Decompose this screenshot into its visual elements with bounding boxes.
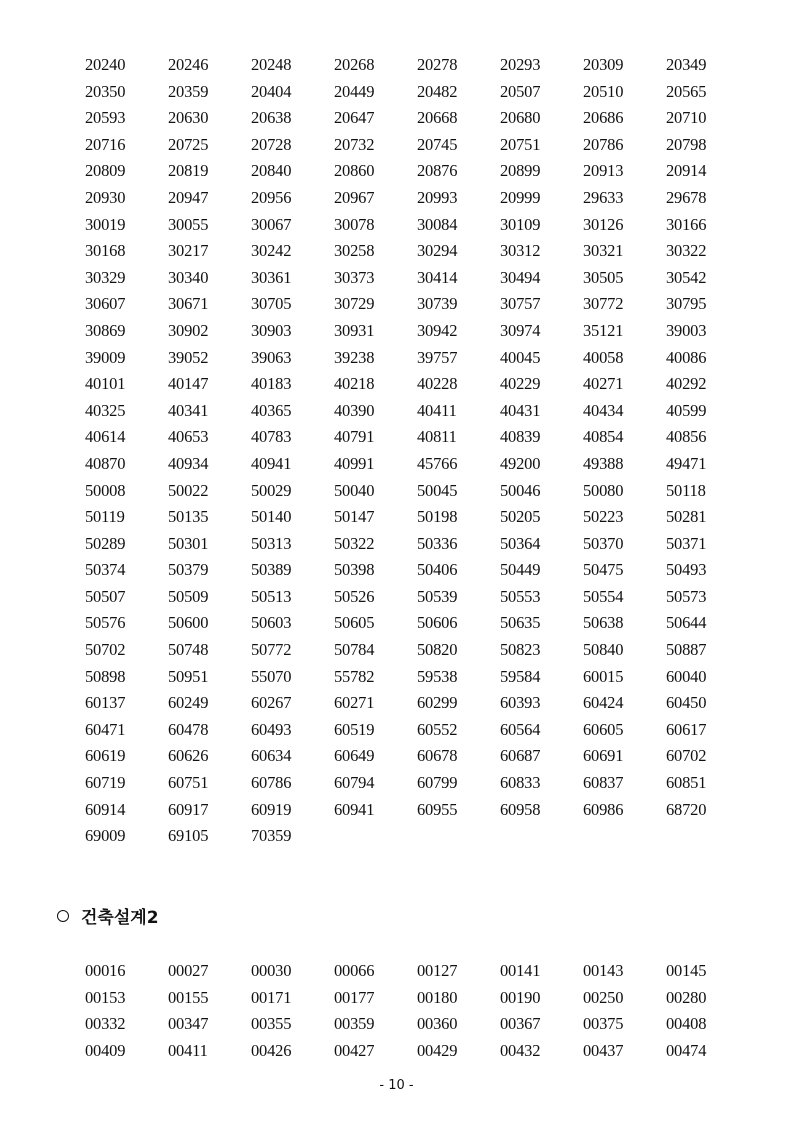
list-item: 50398 [334, 560, 375, 580]
list-item: 50539 [417, 586, 458, 606]
list-item: 50281 [666, 507, 707, 527]
list-item: 50507 [85, 586, 126, 606]
list-item: 50118 [666, 480, 706, 500]
list-item: 30974 [500, 320, 541, 340]
list-item: 50509 [168, 586, 209, 606]
list-item: 30242 [251, 241, 292, 261]
list-item: 20751 [500, 134, 541, 154]
list-item: 49200 [500, 453, 541, 473]
section-heading [57, 903, 159, 928]
list-item: 00437 [583, 1040, 624, 1060]
list-item: 45766 [417, 453, 458, 473]
list-item: 20930 [85, 187, 126, 207]
list-item: 40870 [85, 453, 126, 473]
section-title: 건축설계2 [81, 908, 159, 928]
list-item: 60958 [500, 799, 541, 819]
list-item: 39238 [334, 347, 375, 367]
list-item: 60837 [583, 773, 624, 793]
list-item: 50951 [168, 666, 209, 686]
list-item: 39757 [417, 347, 458, 367]
list-item: 40271 [583, 374, 624, 394]
list-item: 40086 [666, 347, 707, 367]
list-item: 60917 [168, 799, 209, 819]
list-item: 30168 [85, 241, 126, 261]
list-item: 20680 [500, 108, 541, 128]
list-item: 40147 [168, 374, 209, 394]
list-item: 30931 [334, 320, 375, 340]
page-number: - 10 - [379, 1078, 414, 1093]
list-item: 40390 [334, 400, 375, 420]
list-item: 00429 [417, 1040, 458, 1060]
list-item: 00409 [85, 1040, 126, 1060]
number-list-section-2 [85, 958, 749, 1064]
list-item: 20786 [583, 134, 624, 154]
list-item: 50638 [583, 613, 624, 633]
list-item: 30340 [168, 267, 209, 287]
list-item: 30903 [251, 320, 292, 340]
list-item: 60719 [85, 773, 126, 793]
list-item: 60955 [417, 799, 458, 819]
number-list-section-1 [85, 52, 749, 850]
list-item: 20956 [251, 187, 292, 207]
list-item: 50748 [168, 640, 209, 660]
list-item: 50784 [334, 640, 375, 660]
list-item: 20732 [334, 134, 375, 154]
list-item: 00426 [251, 1040, 292, 1060]
list-item: 60450 [666, 693, 707, 713]
list-item: 40811 [417, 427, 457, 447]
list-item: 30294 [417, 241, 458, 261]
list-item: 40791 [334, 427, 375, 447]
list-item: 50513 [251, 586, 292, 606]
list-item: 30258 [334, 241, 375, 261]
list-item: 40292 [666, 374, 707, 394]
list-item: 30902 [168, 320, 209, 340]
list-item: 00355 [251, 1014, 292, 1034]
list-item: 30505 [583, 267, 624, 287]
list-item: 50119 [85, 507, 125, 527]
list-item: 00474 [666, 1040, 707, 1060]
list-item: 50147 [334, 507, 375, 527]
list-item: 00427 [334, 1040, 375, 1060]
list-item: 29633 [583, 187, 624, 207]
list-item: 39063 [251, 347, 292, 367]
list-item: 60493 [251, 719, 292, 739]
list-item: 20710 [666, 108, 707, 128]
list-item: 40839 [500, 427, 541, 447]
list-item: 50045 [417, 480, 458, 500]
list-item: 40045 [500, 347, 541, 367]
list-item: 50140 [251, 507, 292, 527]
list-item: 30942 [417, 320, 458, 340]
list-item: 30312 [500, 241, 541, 261]
list-item: 20668 [417, 108, 458, 128]
list-item: 50301 [168, 533, 209, 553]
list-item: 20278 [417, 55, 458, 74]
list-item: 00411 [168, 1040, 208, 1060]
list-item: 00408 [666, 1014, 707, 1034]
list-item: 60564 [500, 719, 541, 739]
list-item: 00127 [417, 961, 458, 980]
list-item: 39052 [168, 347, 209, 367]
list-item: 20507 [500, 81, 541, 101]
list-item: 50389 [251, 560, 292, 580]
list-item: 30322 [666, 241, 707, 261]
list-item: 20309 [583, 55, 624, 74]
list-item: 20899 [500, 161, 541, 181]
list-item: 30542 [666, 267, 707, 287]
list-item: 00145 [666, 961, 707, 980]
list-item: 30109 [500, 214, 541, 234]
list-item: 70359 [251, 826, 292, 846]
list-item: 60678 [417, 746, 458, 766]
list-item: 20482 [417, 81, 458, 101]
list-item: 30321 [583, 241, 624, 261]
list-item: 00016 [85, 961, 126, 980]
list-item: 00280 [666, 987, 707, 1007]
list-item: 00066 [334, 961, 375, 980]
list-item: 40854 [583, 427, 624, 447]
list-item: 50573 [666, 586, 707, 606]
list-item: 50635 [500, 613, 541, 633]
list-item: 20798 [666, 134, 707, 154]
list-item: 20840 [251, 161, 292, 181]
list-item: 30607 [85, 294, 126, 314]
list-item: 20914 [666, 161, 707, 181]
list-item: 50406 [417, 560, 458, 580]
list-item: 30729 [334, 294, 375, 314]
list-item: 20686 [583, 108, 624, 128]
list-item: 30494 [500, 267, 541, 287]
list-item: 20350 [85, 81, 126, 101]
list-item: 60040 [666, 666, 707, 686]
list-item: 50336 [417, 533, 458, 553]
list-item: 50554 [583, 586, 624, 606]
list-item: 40411 [417, 400, 457, 420]
list-item: 40365 [251, 400, 292, 420]
list-item: 55070 [251, 666, 292, 686]
list-item: 60914 [85, 799, 126, 819]
list-item: 40228 [417, 374, 458, 394]
list-item: 20240 [85, 55, 126, 74]
list-item: 40101 [85, 374, 126, 394]
list-item: 20993 [417, 187, 458, 207]
list-item: 60851 [666, 773, 707, 793]
list-item: 50040 [334, 480, 375, 500]
list-item: 00250 [583, 987, 624, 1007]
list-item: 20565 [666, 81, 707, 101]
list-item: 40856 [666, 427, 707, 447]
list-item: 50364 [500, 533, 541, 553]
list-item: 00332 [85, 1014, 126, 1034]
list-item: 60249 [168, 693, 209, 713]
list-item: 40183 [251, 374, 292, 394]
list-item: 20404 [251, 81, 292, 101]
list-item: 00030 [251, 961, 292, 980]
list-item: 60833 [500, 773, 541, 793]
list-item: 30055 [168, 214, 209, 234]
list-item: 50289 [85, 533, 126, 553]
list-item: 59584 [500, 666, 541, 686]
list-item: 50820 [417, 640, 458, 660]
list-item: 50840 [583, 640, 624, 660]
list-item: 40325 [85, 400, 126, 420]
list-item: 40783 [251, 427, 292, 447]
list-item: 30671 [168, 294, 209, 314]
list-item: 50205 [500, 507, 541, 527]
list-item: 69105 [168, 826, 209, 846]
list-item: 60786 [251, 773, 292, 793]
list-item: 50322 [334, 533, 375, 553]
list-item: 50223 [583, 507, 624, 527]
list-item: 00141 [500, 961, 541, 980]
list-item: 20725 [168, 134, 209, 154]
list-item: 60267 [251, 693, 292, 713]
list-item: 00180 [417, 987, 458, 1007]
list-item: 40229 [500, 374, 541, 394]
list-item: 20967 [334, 187, 375, 207]
circle-bullet-icon [57, 910, 69, 922]
list-item: 30067 [251, 214, 292, 234]
list-item: 39003 [666, 320, 707, 340]
list-item: 35121 [583, 320, 624, 340]
list-item: 30414 [417, 267, 458, 287]
list-item: 50772 [251, 640, 292, 660]
list-item: 20947 [168, 187, 209, 207]
list-item: 20349 [666, 55, 707, 74]
list-item: 50080 [583, 480, 624, 500]
list-item: 50526 [334, 586, 375, 606]
list-item: 60393 [500, 693, 541, 713]
list-item: 60691 [583, 746, 624, 766]
list-item: 60626 [168, 746, 209, 766]
list-item: 50898 [85, 666, 126, 686]
list-item: 69009 [85, 826, 126, 846]
list-item: 60299 [417, 693, 458, 713]
list-item: 20913 [583, 161, 624, 181]
list-item: 55782 [334, 666, 375, 686]
list-item: 29678 [666, 187, 707, 207]
list-item: 68720 [666, 799, 707, 819]
list-item: 30166 [666, 214, 707, 234]
list-item: 50493 [666, 560, 707, 580]
list-item: 20999 [500, 187, 541, 207]
list-item: 20876 [417, 161, 458, 181]
list-item: 20716 [85, 134, 126, 154]
list-item: 20638 [251, 108, 292, 128]
list-item: 20246 [168, 55, 209, 74]
list-item: 50198 [417, 507, 458, 527]
list-item: 20248 [251, 55, 292, 74]
list-item: 00143 [583, 961, 624, 980]
list-item: 50702 [85, 640, 126, 660]
list-item: 40653 [168, 427, 209, 447]
list-item: 50823 [500, 640, 541, 660]
list-item: 60794 [334, 773, 375, 793]
list-item: 50553 [500, 586, 541, 606]
list-item: 30084 [417, 214, 458, 234]
list-item: 50008 [85, 480, 126, 500]
list-item: 60271 [334, 693, 375, 713]
list-item: 20728 [251, 134, 292, 154]
list-item: 50605 [334, 613, 375, 633]
list-item: 00177 [334, 987, 375, 1007]
list-item: 50313 [251, 533, 292, 553]
list-item: 30739 [417, 294, 458, 314]
list-item: 00171 [251, 987, 292, 1007]
list-item: 60605 [583, 719, 624, 739]
list-item: 50449 [500, 560, 541, 580]
list-item: 30217 [168, 241, 209, 261]
list-item: 40058 [583, 347, 624, 367]
list-item: 50379 [168, 560, 209, 580]
list-item: 00375 [583, 1014, 624, 1034]
list-item: 50371 [666, 533, 707, 553]
list-item: 20809 [85, 161, 126, 181]
list-item: 20359 [168, 81, 209, 101]
list-item: 30373 [334, 267, 375, 287]
list-item: 40599 [666, 400, 707, 420]
list-item: 00360 [417, 1014, 458, 1034]
list-item: 30078 [334, 214, 375, 234]
list-item: 00359 [334, 1014, 375, 1034]
list-item: 39009 [85, 347, 126, 367]
list-item: 40218 [334, 374, 375, 394]
list-item: 20819 [168, 161, 209, 181]
list-item: 50374 [85, 560, 126, 580]
list-item: 00347 [168, 1014, 209, 1034]
list-item: 60552 [417, 719, 458, 739]
list-item: 20860 [334, 161, 375, 181]
list-item: 50606 [417, 613, 458, 633]
list-item: 30757 [500, 294, 541, 314]
list-item: 60137 [85, 693, 126, 713]
list-item: 30361 [251, 267, 292, 287]
list-item: 00155 [168, 987, 209, 1007]
list-item: 00432 [500, 1040, 541, 1060]
list-item: 50022 [168, 480, 209, 500]
list-item: 50029 [251, 480, 292, 500]
list-item: 50576 [85, 613, 126, 633]
list-item: 50135 [168, 507, 209, 527]
list-item: 60619 [85, 746, 126, 766]
list-item: 49471 [666, 453, 707, 473]
list-item: 50475 [583, 560, 624, 580]
list-item: 30705 [251, 294, 292, 314]
list-item: 49388 [583, 453, 624, 473]
list-item: 60702 [666, 746, 707, 766]
list-item: 60941 [334, 799, 375, 819]
list-item: 40341 [168, 400, 209, 420]
list-item: 60986 [583, 799, 624, 819]
list-item: 40434 [583, 400, 624, 420]
list-item: 60919 [251, 799, 292, 819]
list-item: 40934 [168, 453, 209, 473]
list-item: 30126 [583, 214, 624, 234]
list-item: 30329 [85, 267, 126, 287]
list-item: 60649 [334, 746, 375, 766]
list-item: 50600 [168, 613, 209, 633]
list-item: 50370 [583, 533, 624, 553]
list-item: 60634 [251, 746, 292, 766]
list-item: 50887 [666, 640, 707, 660]
list-item: 60471 [85, 719, 126, 739]
list-item: 60478 [168, 719, 209, 739]
list-item: 60519 [334, 719, 375, 739]
list-item: 00190 [500, 987, 541, 1007]
list-item: 30019 [85, 214, 126, 234]
list-item: 50644 [666, 613, 707, 633]
list-item: 40941 [251, 453, 292, 473]
list-item: 20268 [334, 55, 375, 74]
list-item: 50046 [500, 480, 541, 500]
list-item: 60687 [500, 746, 541, 766]
list-item: 20745 [417, 134, 458, 154]
list-item: 20647 [334, 108, 375, 128]
list-item: 40431 [500, 400, 541, 420]
list-item: 30869 [85, 320, 126, 340]
list-item: 40991 [334, 453, 375, 473]
list-item: 59538 [417, 666, 458, 686]
list-item: 60617 [666, 719, 707, 739]
list-item: 20510 [583, 81, 624, 101]
list-item: 50603 [251, 613, 292, 633]
list-item: 00027 [168, 961, 209, 980]
list-item: 20593 [85, 108, 126, 128]
list-item: 60015 [583, 666, 624, 686]
list-item: 40614 [85, 427, 126, 447]
list-item: 20293 [500, 55, 541, 74]
list-item: 60751 [168, 773, 209, 793]
list-item: 60799 [417, 773, 458, 793]
list-item: 60424 [583, 693, 624, 713]
list-item: 30772 [583, 294, 624, 314]
list-item: 00153 [85, 987, 126, 1007]
list-item: 00367 [500, 1014, 541, 1034]
list-item: 20630 [168, 108, 209, 128]
list-item: 30795 [666, 294, 707, 314]
list-item: 20449 [334, 81, 375, 101]
